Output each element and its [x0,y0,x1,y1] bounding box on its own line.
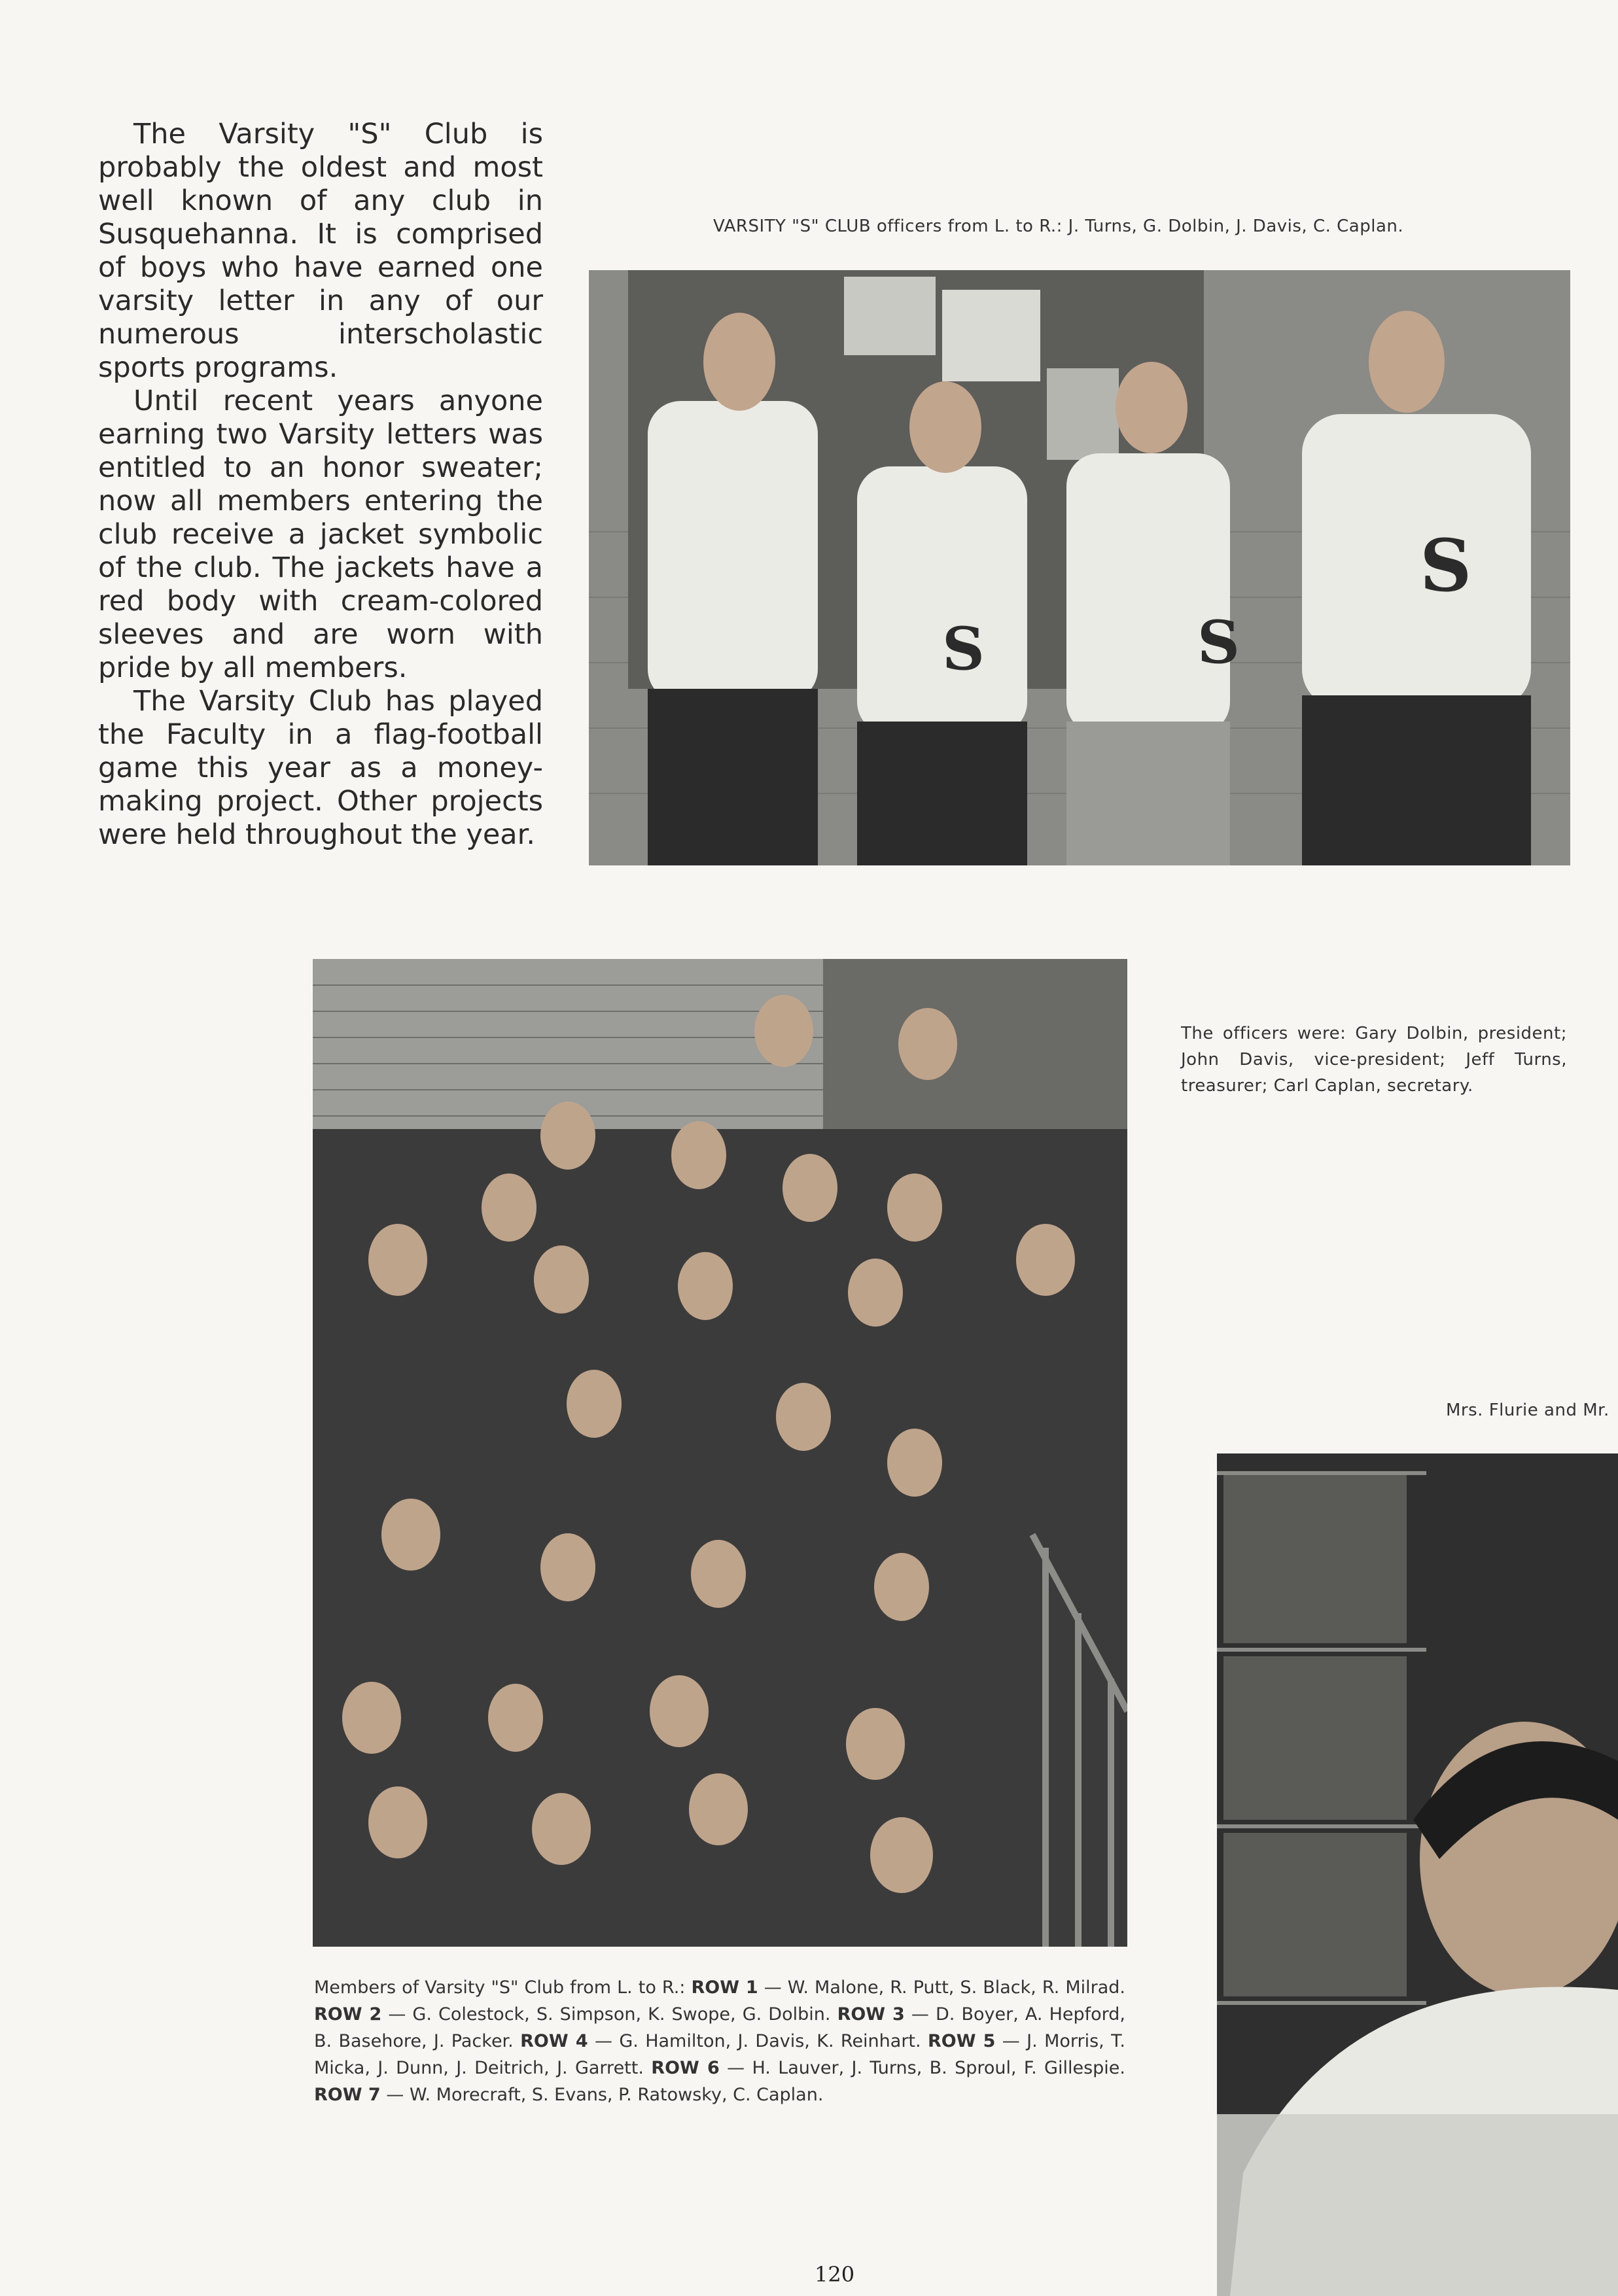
row-1-label: ROW 1 [691,1977,758,1998]
members-caption-intro: Members of Varsity "S" Club from L. to R.: [314,1977,692,1998]
row-7-label: ROW 7 [314,2085,381,2105]
row-2-label: ROW 2 [314,2004,382,2025]
row-3-label: ROW 3 [837,2004,905,2025]
members-caption [314,1974,1125,2108]
row-5-names: — J. Morris, T. Micka, J. Dunn, J. Deitrich, J. Garrett. [314,2031,1125,2078]
row-6-names: — H. Lauver, J. Turns, B. Sproul, F. Gillespie. [719,2058,1125,2078]
row-3-names: — D. Boyer, A. Hepford, B. Basehore, J. Packer. [314,2004,1125,2051]
intro-paragraph-2: Until recent years anyone earning two Varsity letters was entitled to an honor sweater; now all members entering the club receive a jacket symbolic of the club. The jackets have a red body with cream-colored sleeves and are worn with pride by all members. [98,385,543,684]
officers-photo [589,270,1570,865]
advisor-photo-caption: Mrs. Flurie and Mr. [1446,1400,1609,1420]
svg-text:S: S [1197,608,1240,677]
row-1-names: — W. Malone, R. Putt, S. Black, R. Milrad. [758,1977,1126,1998]
officers-note: The officers were: Gary Dolbin, president; John Davis, vice-president; Jeff Turns, treasurer; Carl Caplan, secretary. [1181,1024,1567,1096]
intro-paragraph-1: The Varsity "S" Club is probably the oldest and most well known of any club in Susquehanna. It is comprised of boys who have earned one varsity letter in any of our numerous interscholastic sports programs. [98,118,543,384]
svg-text:S: S [1420,523,1472,608]
row-7-names: — W. Morecraft, S. Evans, P. Ratowsky, C. Caplan. [380,2085,824,2105]
officers-photo-caption: VARSITY "S" CLUB officers from L. to R.: J. Turns, G. Dolbin, J. Davis, C. Caplan. [713,217,1404,236]
row-6-label: ROW 6 [651,2058,720,2078]
row-5-label: ROW 5 [927,2031,996,2051]
page-number: 120 [815,2262,855,2287]
intro-text [98,118,543,852]
advisor-photo [1217,1453,1618,2296]
row-4-names: — G. Hamilton, J. Davis, K. Reinhart. [588,2031,928,2051]
svg-text:S: S [942,614,985,684]
members-group-photo [313,959,1127,1947]
row-2-names: — G. Colestock, S. Simpson, K. Swope, G. Dolbin. [381,2004,837,2025]
intro-paragraph-3: The Varsity Club has played the Faculty in a flag-football game this year as a money-making project. Other projects were held throughout the year. [98,685,543,851]
row-4-label: ROW 4 [520,2031,588,2051]
